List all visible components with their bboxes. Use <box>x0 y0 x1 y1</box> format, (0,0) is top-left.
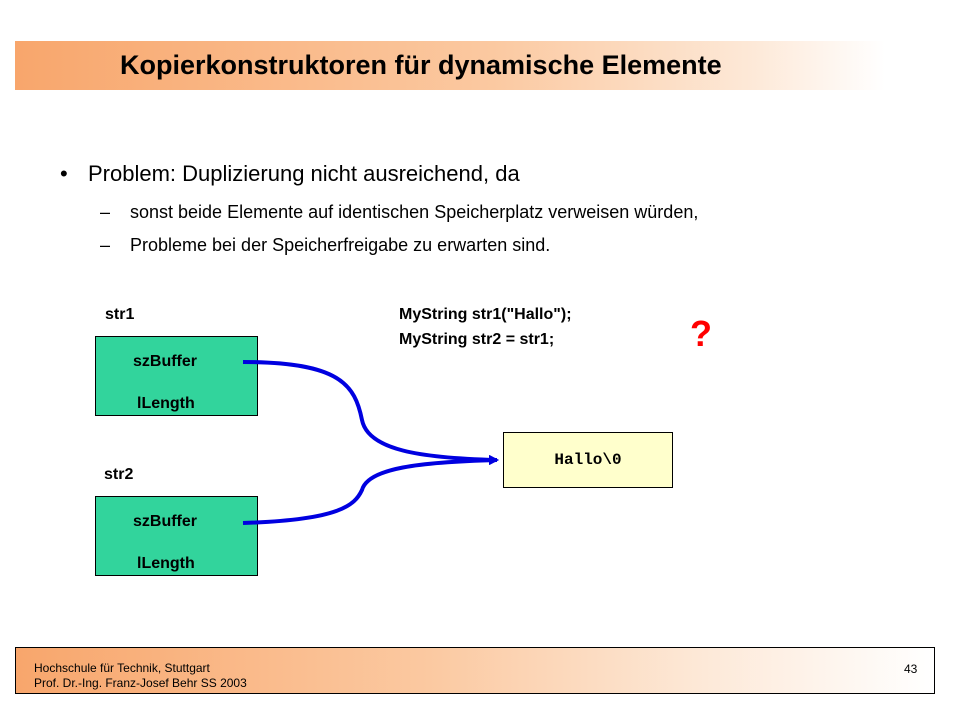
bullet-marker: • <box>60 161 68 186</box>
code-line-1: MyString str1("Hallo"); <box>399 306 572 323</box>
bullet-text: Problem: Duplizierung nicht ausreichend, da <box>88 161 520 186</box>
footer-institution: Hochschule für Technik, Stuttgart <box>34 661 210 675</box>
str1-field-szbuffer: szBuffer <box>133 353 198 370</box>
code-line-2: MyString str2 = str1; <box>399 331 555 348</box>
memory-box-hallo: Hallo\0 <box>503 432 673 488</box>
str1-label: str1 <box>105 306 135 323</box>
footer-author: Prof. Dr.-Ing. Franz-Josef Behr SS 2003 <box>34 676 247 690</box>
str1-field-llength: lLength <box>137 395 195 412</box>
str2-label: str2 <box>104 466 134 483</box>
sub-bullet-1: sonst beide Elemente auf identischen Speicherplatz verweisen würden, <box>130 202 699 222</box>
slide-title: Kopierkonstruktoren für dynamische Elemente <box>120 50 722 80</box>
str2-pointer-arrow <box>243 460 497 523</box>
sub-bullet-marker: – <box>100 235 111 255</box>
str2-field-szbuffer: szBuffer <box>133 513 198 530</box>
page-number: 43 <box>904 662 918 676</box>
str1-pointer-arrow <box>243 362 497 460</box>
sub-bullet-marker: – <box>100 202 111 222</box>
str2-field-llength: lLength <box>137 555 195 572</box>
question-mark: ? <box>690 313 712 354</box>
sub-bullet-2: Probleme bei der Speicherfreigabe zu erwarten sind. <box>130 235 551 255</box>
